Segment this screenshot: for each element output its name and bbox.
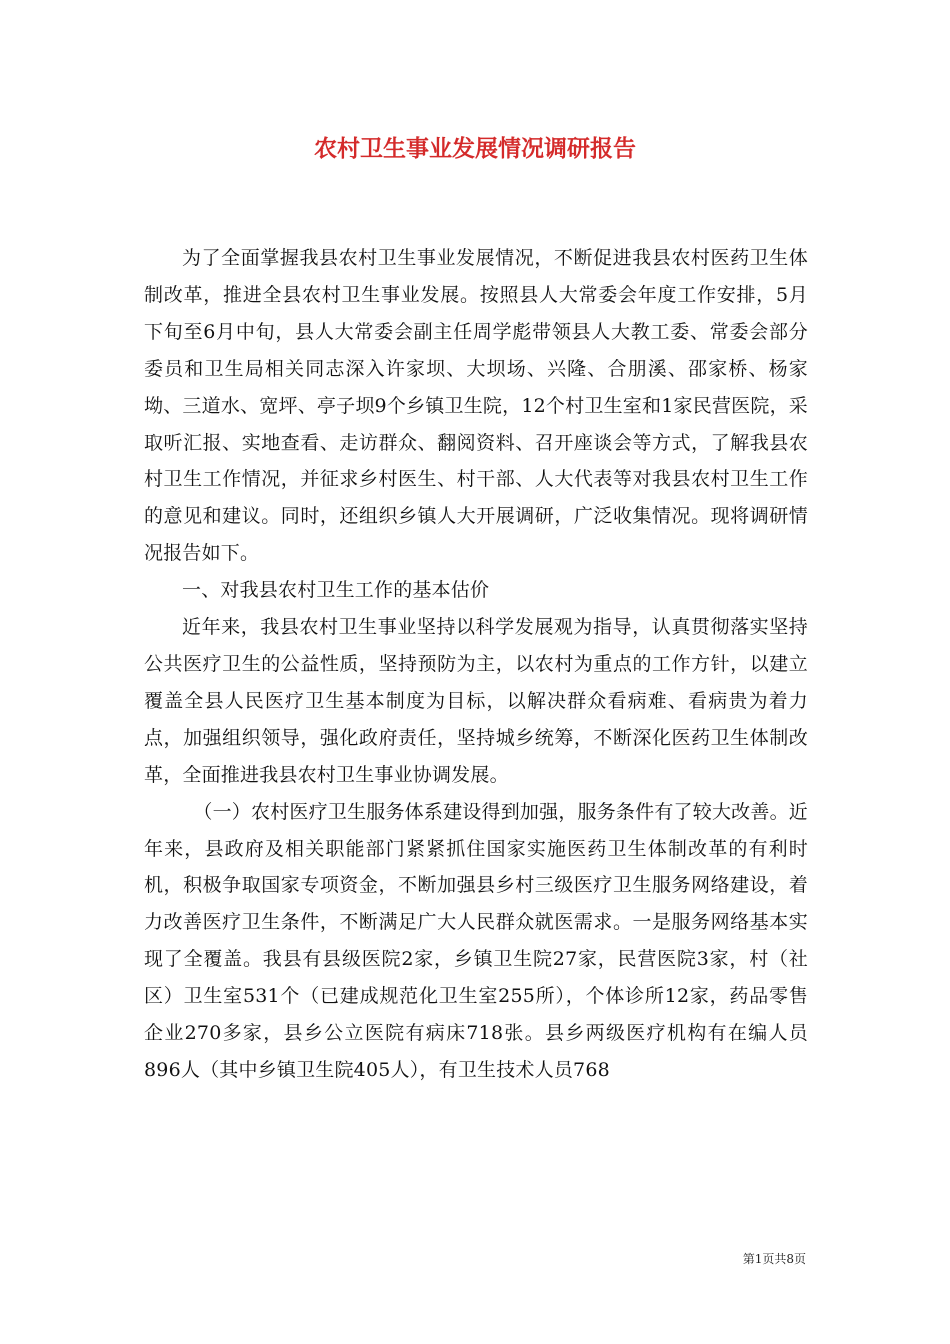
document-title: 农村卫生事业发展情况调研报告 xyxy=(314,135,636,162)
page-number: 第1页共8页 xyxy=(742,1252,806,1266)
document-body xyxy=(144,240,808,1089)
section-heading: 一、对我县农村卫生工作的基本估价 xyxy=(182,579,490,602)
subsection-paragraph: （一）农村医疗卫生服务体系建设得到加强，服务条件有了较大改善。近年来，县政府及相关职能部门紧紧抓住国家实施医药卫生体制改革的有利时机，积极争取国家专项资金，不断加强县乡村三级医疗卫生服务网络建设，着力改善医疗卫生条件，不断满足广大人民群众就医需求。一是服务网络基本实现了全覆盖。我县有县级医院2家，乡镇卫生院27家，民营医院3家，村（社区）卫生室531个（已建成规范化卫生室255所），个体诊所12家，药品零售企业270多家，县乡公立医院有病床718张。县乡两级医疗机构有在编人员896人（其中乡镇卫生院405人），有卫生技术人员768 xyxy=(144,800,808,1081)
intro-paragraph: 为了全面掌握我县农村卫生事业发展情况，不断促进我县农村医药卫生体制改革，推进全县农村卫生事业发展。按照县人大常委会年度工作安排，5月下旬至6月中旬，县人大常委会副主任周学彪带领县人大教工委、常委会部分委员和卫生局相关同志深入许家坝、大坝场、兴隆、合朋溪、邵家桥、杨家坳、三道水、宽坪、亭子坝9个乡镇卫生院，12个村卫生室和1家民营医院，采取听汇报、实地查看、走访群众、翻阅资料、召开座谈会等方式，了解我县农村卫生工作情况，并征求乡村医生、村干部、人大代表等对我县农村卫生工作的意见和建议。同时，还组织乡镇人大开展调研，广泛收集情况。现将调研情况报告如下。 xyxy=(144,247,808,565)
assessment-paragraph: 近年来，我县农村卫生事业坚持以科学发展观为指导，认真贯彻落实坚持公共医疗卫生的公益性质，坚持预防为主，以农村为重点的工作方针，以建立覆盖全县人民医疗卫生基本制度为目标，以解决群众看病难、看病贵为着力点，加强组织领导，强化政府责任，坚持城乡统筹，不断深化医药卫生体制改革，全面推进我县农村卫生事业协调发展。 xyxy=(144,616,808,786)
